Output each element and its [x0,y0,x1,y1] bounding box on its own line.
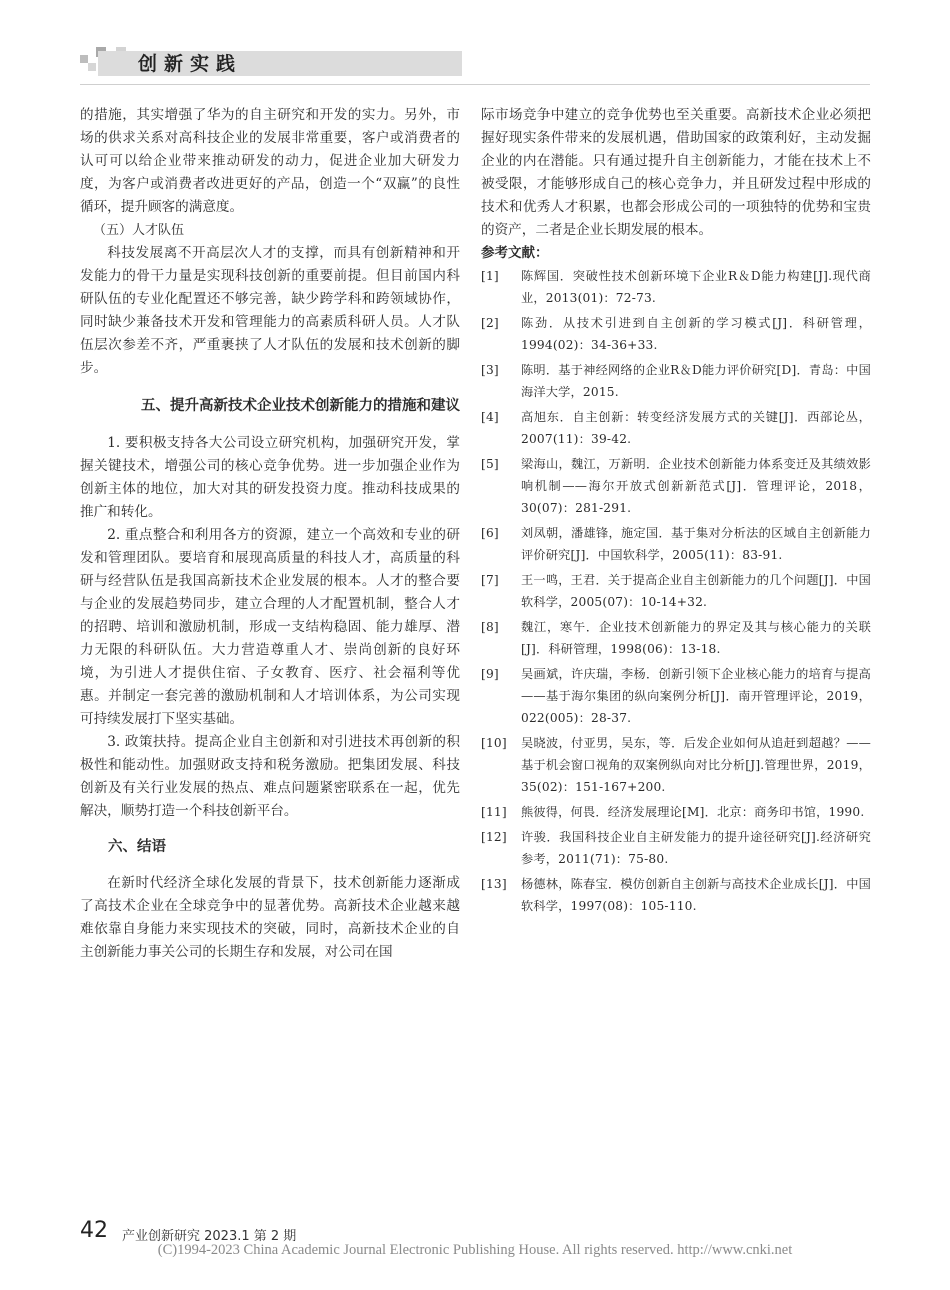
reference-item [481,616,871,660]
header-decoration [88,63,96,71]
reference-text: 陈劲．从技术引进到自主创新的学习模式[J]．科研管理，1994(02)：34-36+33. [521,316,871,352]
reference-number: [5] [481,457,499,471]
reference-text: 王一鸣，王君．关于提高企业自主创新能力的几个问题[J]．中国软科学，2005(07)：10-14+32. [521,573,871,609]
reference-number: [2] [481,316,499,330]
header-rule [80,84,870,85]
reference-item [481,569,871,613]
reference-text: 高旭东．自主创新：转变经济发展方式的关键[J]．西部论丛，2007(11)：39-42. [521,410,871,446]
copyright-line: (C)1994-2023 China Academic Journal Electronic Publishing House. All rights reserved. http://www.cnki.net [157,1242,793,1258]
right-column [481,104,871,920]
reference-number: [10] [481,736,507,750]
reference-number: [12] [481,830,507,844]
left-column [80,104,460,964]
paragraph: 在新时代经济全球化发展的背景下，技术创新能力逐渐成了高技术企业在全球竞争中的显著优势。高新技术企业越来越难依靠自身能力来实现技术的突破，同时，高新技术企业的自主创新能力事关公司的长期生存和发展，对公司在国 [80,875,460,960]
reference-text: 魏江，寒午．企业技术创新能力的界定及其与核心能力的关联[J]．科研管理，1998(06)：13-18. [521,620,871,656]
subheading: （五）人才队伍 [93,223,185,238]
reference-text: 吴晓波，付亚男，吴东，等．后发企业如何从追赶到超越？——基于机会窗口视角的双案例纵向对比分析[J].管理世界，2019，35(02)：151-167+200. [521,736,871,794]
reference-number: [11] [481,805,507,819]
reference-text: 陈辉国．突破性技术创新环境下企业R＆D能力构建[J].现代商业，2013(01)：72-73. [521,269,871,305]
reference-number: [9] [481,667,499,681]
paragraph: 2. 重点整合和利用各方的资源，建立一个高效和专业的研发和管理团队。要培育和展现高质量的科技人才，高质量的科研与经营队伍是我国高新技术企业发展的根本。人才的整合要与企业的发展趋势同步，建立合理的人才配置机制，整合人才的招聘、培训和激励机制，形成一支结构稳固、能力雄厚、潜力无限的科研队伍。大力营造尊重人才、崇尚创新的良好环境，为引进人才提供住宿、子女教育、医疗、社会福利等优惠。并制定一套完善的激励机制和人才培训体系，为公司实现可持续发展打下坚实基础。 [80,527,460,727]
page-number: 42 [80,1218,108,1243]
reference-number: [8] [481,620,499,634]
reference-item [481,453,871,519]
reference-item [481,826,871,870]
reference-text: 许骏．我国科技企业自主研发能力的提升途径研究[J].经济研究参考，2011(71)：75-80. [521,830,871,866]
reference-item [481,801,871,823]
reference-number: [7] [481,573,499,587]
reference-item [481,732,871,798]
reference-text: 吴画斌，许庆瑞，李杨．创新引领下企业核心能力的培育与提高——基于海尔集团的纵向案例分析[J]．南开管理评论，2019，022(005)：28-37. [521,667,871,725]
reference-text: 刘凤朝，潘雄锋，施定国．基于集对分析法的区域自主创新能力评价研究[J]．中国软科学，2005(11)：83-91. [521,526,871,562]
paragraph: 1. 要积极支持各大公司设立研究机构，加强研究开发，掌握关键技术，增强公司的核心竞争优势。进一步加强企业作为创新主体的地位，加大对其的研发投资力度。推动科技成果的推广和转化。 [80,435,460,520]
reference-item [481,312,871,356]
header-decoration [80,55,88,63]
running-header [0,0,950,90]
reference-item [481,359,871,403]
paragraph: 际市场竞争中建立的竞争优势也至关重要。高新技术企业必须把握好现实条件带来的发展机遇，借助国家的政策利好，主动发掘企业的内在潜能。只有通过提升自主创新能力，才能在技术上不被受限，才能够形成自己的核心竞争力，并且研发过程中形成的技术和优秀人才积累，也都会形成公司的一项独特的优势和宝贵的资产，二者是企业长期发展的根本。 [481,107,871,238]
reference-number: [4] [481,410,499,424]
reference-item [481,265,871,309]
reference-item [481,406,871,450]
reference-item [481,663,871,729]
reference-number: [6] [481,526,499,540]
reference-number: [3] [481,363,499,377]
reference-number: [13] [481,877,507,891]
paragraph: 的措施，其实增强了华为的自主研究和开发的实力。另外，市场的供求关系对高科技企业的发展非常重要，客户或消费者的认可可以给企业带来推动研发的动力，促进企业加大研发力度，为客户或消费者改进更好的产品，创造一个“双赢”的良性循环，提升顾客的满意度。 [80,107,460,215]
paragraph: 科技发展离不开高层次人才的支撑，而具有创新精神和开发能力的骨干力量是实现科技创新的重要前提。但目前国内科研队伍的专业化配置还不够完善，缺少跨学科和跨领域协作，同时缺少兼备技术开发和管理能力的高素质科研人员。人才队伍层次参差不齐，严重裹挟了人才队伍的发展和技术创新的脚步。 [80,245,460,376]
reference-number: [1] [481,269,499,283]
references-title: 参考文献： [481,245,549,261]
section-title: 五、提升高新技术企业技术创新能力的措施和建议 [141,398,460,414]
reference-item [481,522,871,566]
reference-text: 陈明．基于神经网络的企业R＆D能力评价研究[D]．青岛：中国海洋大学，2015. [521,363,871,399]
paragraph: 3. 政策扶持。提高企业自主创新和对引进技术再创新的积极性和能动性。加强财政支持和税务激励。把集团发展、科技创新及有关行业发展的热点、难点问题紧密联系在一起，优先解决，顺势打造一个科技创新平台。 [80,734,460,819]
references-list [481,265,871,917]
reference-text: 杨德林，陈春宝．模仿创新自主创新与高技术企业成长[J]．中国软科学，1997(08)：105-110. [521,877,871,913]
reference-item [481,873,871,917]
reference-text: 熊彼得，何畏．经济发展理论[M]．北京：商务印书馆，1990. [521,805,865,819]
section-label: 创新实践 [138,53,243,75]
section-title: 六、结语 [108,839,166,855]
reference-text: 梁海山，魏江，万新明．企业技术创新能力体系变迁及其绩效影响机制——海尔开放式创新新范式[J]．管理评论，2018，30(07)：281-291. [521,457,871,515]
journal-info: 产业创新研究 2023.1 第 2 期 [122,1229,297,1244]
